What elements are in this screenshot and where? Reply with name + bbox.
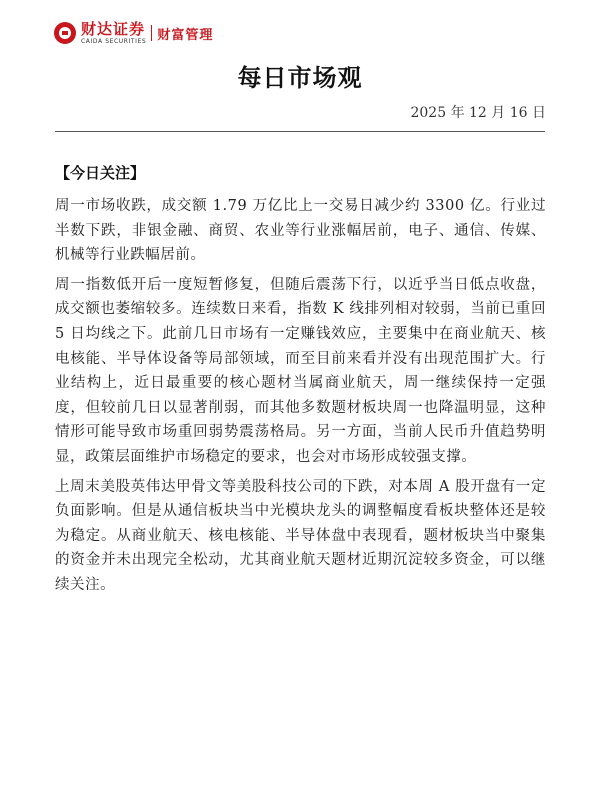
paragraph-1: 周一市场收跌，成交额 1.79 万亿比上一交易日减少约 3300 亿。行业过半数下跌，非银金融、商贸、农业等行业涨幅居前，电子、通信、传媒、机械等行业跌幅居前。 <box>55 198 546 264</box>
paragraph-3: 上周末美股英伟达甲骨文等美股科技公司的下跌，对本周 A 股开盘有一定负面影响。但是从通信板块当中光模块龙头的调整幅度看板块整体还是较为稳定。从商业航天、核电核能、半导体盘中表现看，题材板块当中聚集的资金并未出现完全松动，尤其商业航天题材近期沉淀较多资金，可以继续关注。 <box>55 478 546 593</box>
brand-header <box>54 18 213 48</box>
page-title: 每日市场观 <box>237 64 363 92</box>
brand-logo-text <box>81 19 147 45</box>
article-body <box>55 194 546 603</box>
caida-logo-icon <box>54 22 76 44</box>
division-label: 财富管理 <box>157 27 214 43</box>
brand-name-en: CAIDA SECURITIES <box>81 37 147 45</box>
paragraph-2: 周一指数低开后一度短暂修复，但随后震荡下行，以近乎当日低点收盘，成交额也萎缩较多。连续数日来看，指数 K 线排列相对较弱，当前已重回 5 日均线之下。此前几日市场有一定赚钱效应，主要集中在商业航天、核电核能、半导体设备等局部领域，而至目前来看并没有出现范围扩大。行业结构上，近日最重要的核心题材当属商业航天，周一继续保持一定强度，但较前几日以显著削弱，而其他多数题材板块周一也降温明显，这种情形可能导致市场重回弱势震荡格局。另一方面，当前人民币升值趋势明显，政策层面维护市场稳定的要求，也会对市场形成较强支撑。 <box>55 276 546 465</box>
brand-name-cn: 财达证券 <box>81 19 146 38</box>
title-divider <box>55 131 545 132</box>
report-date: 2025 年 12 月 16 日 <box>410 105 546 121</box>
section-heading: 【今日关注】 <box>55 164 146 182</box>
header-separator <box>151 25 152 41</box>
